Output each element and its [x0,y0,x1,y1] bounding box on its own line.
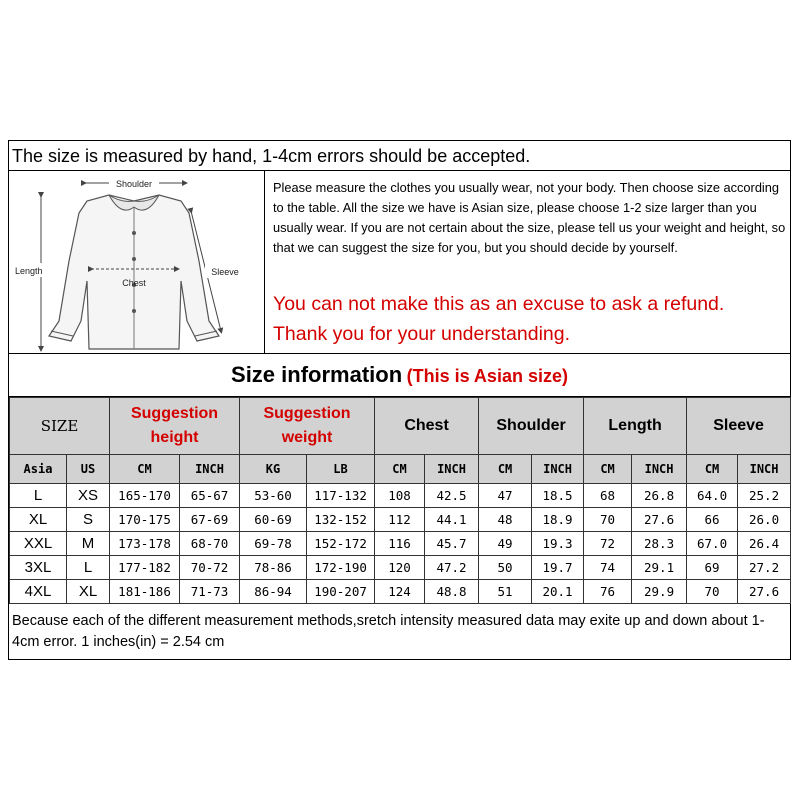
table-cell: 49 [479,532,532,556]
length-label: Length [15,266,43,276]
table-cell: 66 [687,508,738,532]
unit-cell: CM [687,455,738,484]
unit-cell: KG [240,455,307,484]
table-cell: 72 [584,532,632,556]
table-body [10,484,791,604]
table-cell: 18.9 [532,508,584,532]
header-weight: Suggestion weight [240,398,375,455]
table-cell: 19.7 [532,556,584,580]
shoulder-label: Shoulder [115,179,153,189]
refund-line-2: Thank you for your understanding. [273,323,571,345]
table-cell: 27.6 [632,508,687,532]
table-cell: 70 [584,508,632,532]
table-cell: 74 [584,556,632,580]
table-cell: 181-186 [110,580,180,604]
header-chest: Chest [375,398,479,455]
table-cell: 44.1 [425,508,479,532]
unit-cell: INCH [425,455,479,484]
table-cell: 19.3 [532,532,584,556]
table-cell: 42.5 [425,484,479,508]
asian-size-note: (This is Asian size) [406,366,568,386]
table-cell: 116 [375,532,425,556]
table-cell: 29.1 [632,556,687,580]
unit-cell: LB [307,455,375,484]
shirt-diagram [9,171,265,353]
table-cell: 124 [375,580,425,604]
us-size-cell: M [67,532,110,556]
table-cell: 112 [375,508,425,532]
table-cell: 65-67 [180,484,240,508]
asia-size-cell: XL [10,508,67,532]
table-cell: 120 [375,556,425,580]
table-cell: 68-70 [180,532,240,556]
table-cell: 67-69 [180,508,240,532]
table-cell: 51 [479,580,532,604]
us-size-cell: XS [67,484,110,508]
table-cell: 70 [687,580,738,604]
table-cell: 71-73 [180,580,240,604]
table-cell: 47.2 [425,556,479,580]
shirt-illustration [9,171,265,353]
unit-cell: CM [479,455,532,484]
table-cell: 48 [479,508,532,532]
measurement-header: The size is measured by hand, 1-4cm errors should be accepted. [9,141,790,171]
table-cell: 60-69 [240,508,307,532]
table-cell: 53-60 [240,484,307,508]
table-cell: 64.0 [687,484,738,508]
asia-size-cell: 3XL [10,556,67,580]
table-cell: 152-172 [307,532,375,556]
unit-cell: US [67,455,110,484]
table-cell: 68 [584,484,632,508]
table-header-row [10,398,791,455]
table-cell: 76 [584,580,632,604]
table-cell: 190-207 [307,580,375,604]
size-info-title [9,353,790,397]
table-cell: 172-190 [307,556,375,580]
table-cell: 28.3 [632,532,687,556]
refund-notice [273,289,793,349]
table-cell: 45.7 [425,532,479,556]
table-cell: 47 [479,484,532,508]
measurement-note: Please measure the clothes you usually wear, not your body. Then choose size according to the table. All the size we have is Asian size, please choose 1-2 size larger than you usually wear. If you are not certain about the size, please tell us your weight and height, so that we can suggest the size for you, but you should decide by yourself. [273,180,786,255]
table-cell: 70-72 [180,556,240,580]
table-cell: 170-175 [110,508,180,532]
table-units-row [10,455,791,484]
table-cell: 48.8 [425,580,479,604]
table-cell: 18.5 [532,484,584,508]
table-cell: 26.8 [632,484,687,508]
table-cell: 132-152 [307,508,375,532]
table-cell: 26.4 [738,532,791,556]
asia-size-cell: L [10,484,67,508]
chest-label: Chest [122,278,146,288]
table-cell: 27.6 [738,580,791,604]
unit-cell: INCH [180,455,240,484]
header-shoulder: Shoulder [479,398,584,455]
unit-cell: Asia [10,455,67,484]
us-size-cell: L [67,556,110,580]
table-cell: 78-86 [240,556,307,580]
unit-cell: INCH [738,455,791,484]
table-cell: 69 [687,556,738,580]
table-row [10,556,791,580]
header-sleeve: Sleeve [687,398,791,455]
table-cell: 165-170 [110,484,180,508]
sleeve-label: Sleeve [211,267,239,277]
table-cell: 117-132 [307,484,375,508]
unit-cell: CM [110,455,180,484]
table-row [10,484,791,508]
size-info-heading: Size information [231,362,403,387]
table-cell: 173-178 [110,532,180,556]
unit-cell: INCH [632,455,687,484]
asia-size-cell: 4XL [10,580,67,604]
table-cell: 26.0 [738,508,791,532]
header-height: Suggestion height [110,398,240,455]
table-cell: 108 [375,484,425,508]
us-size-cell: S [67,508,110,532]
table-cell: 69-78 [240,532,307,556]
size-chart [8,140,791,660]
table-cell: 177-182 [110,556,180,580]
header-size: SIZE [10,398,110,455]
unit-cell: CM [584,455,632,484]
table-cell: 20.1 [532,580,584,604]
unit-cell: INCH [532,455,584,484]
size-table [9,397,791,604]
table-cell: 67.0 [687,532,738,556]
us-size-cell: XL [67,580,110,604]
table-row [10,532,791,556]
refund-line-1: You can not make this as an excuse to ask a refund. [273,293,725,315]
table-cell: 27.2 [738,556,791,580]
asia-size-cell: XXL [10,532,67,556]
table-cell: 25.2 [738,484,791,508]
header-length: Length [584,398,687,455]
unit-cell: CM [375,455,425,484]
table-row [10,508,791,532]
table-row [10,580,791,604]
table-cell: 50 [479,556,532,580]
table-cell: 29.9 [632,580,687,604]
table-cell: 86-94 [240,580,307,604]
footer-note: Because each of the different measurement methods,sretch intensity measured data may exite up and down about 1-4cm error. 1 inches(in) = 2.54 cm [12,613,765,650]
